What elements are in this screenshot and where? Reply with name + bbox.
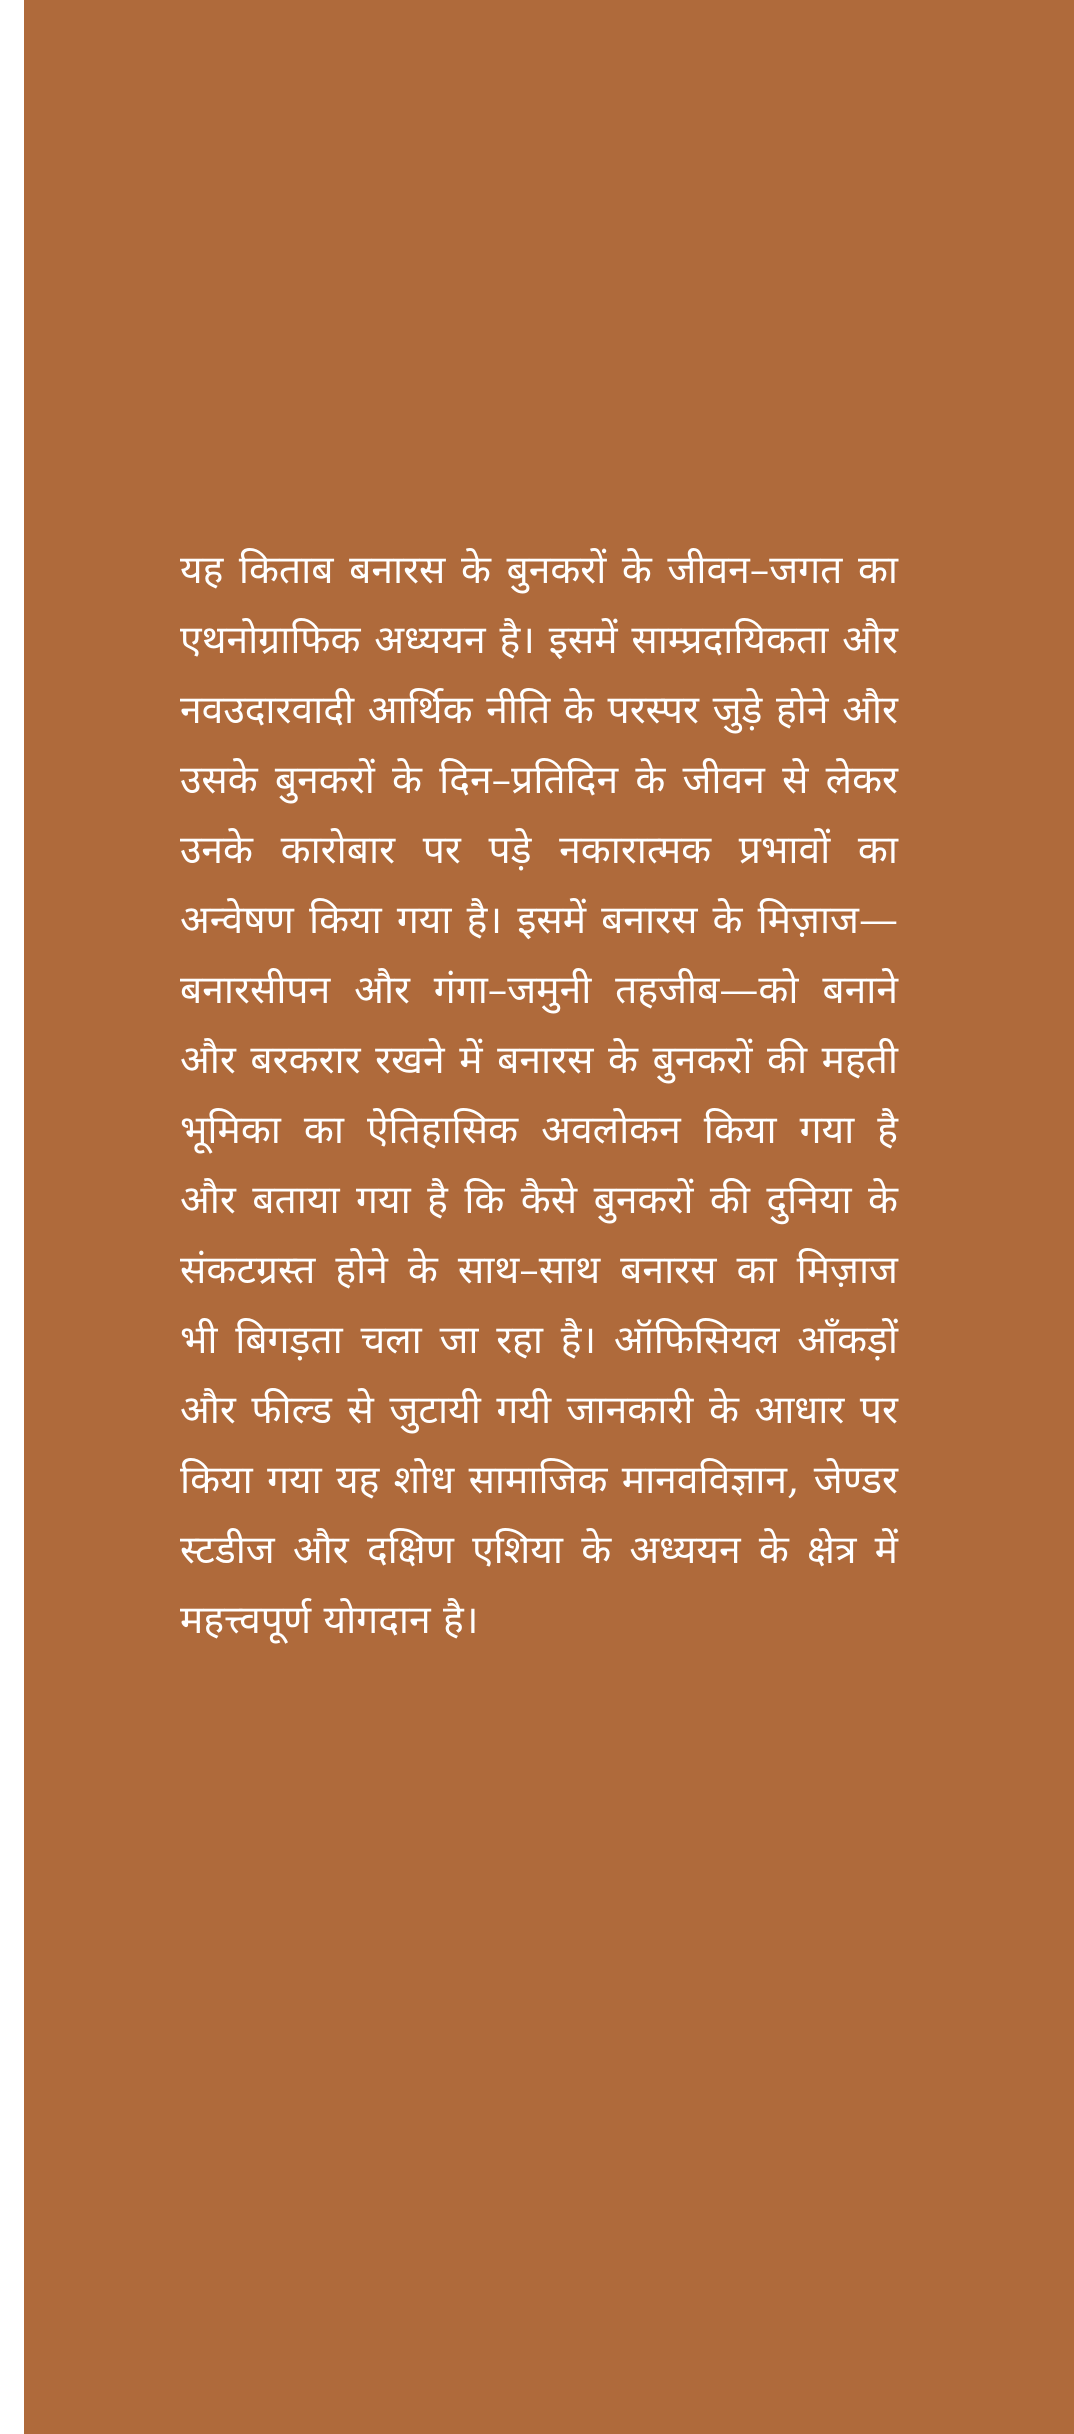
book-blurb-paragraph: यह किताब बनारस के बुनकरों के जीवन–जगत का एथनोग्राफिक अध्ययन है। इसमें साम्प्रदायिकता और नवउदारवादी आर्थिक नीति के परस्पर जुड़े होने और उसके बुनकरों के दिन–प्रतिदिन के जीवन से लेकर उनके कारोबार पर पड़े नकारात्मक प्रभावों का अन्वेषण किया गया है। इसमें बनारस के मिज़ाज—बनारसीपन और गंगा–जमुनी तहजीब—को बनाने और बरकरार रखने में बनारस के बुनकरों की महती भूमिका का ऐतिहासिक अवलोकन किया गया है और बताया गया है कि कैसे बुनकरों की दुनिया के संकटग्रस्त होने के साथ–साथ बनारस का मिज़ाज भी बिगड़ता चला जा रहा है। ऑफिसियल आँकड़ों और फील्ड से जुटायी गयी जानकारी के आधार पर किया गया यह शोध सामाजिक मानवविज्ञान, जेण्डर स्टडीज और दक्षिण एशिया के अध्ययन के क्षेत्र में महत्त्वपूर्ण योगदान है। [180, 548, 898, 1643]
back-cover-panel [24, 0, 1074, 2434]
